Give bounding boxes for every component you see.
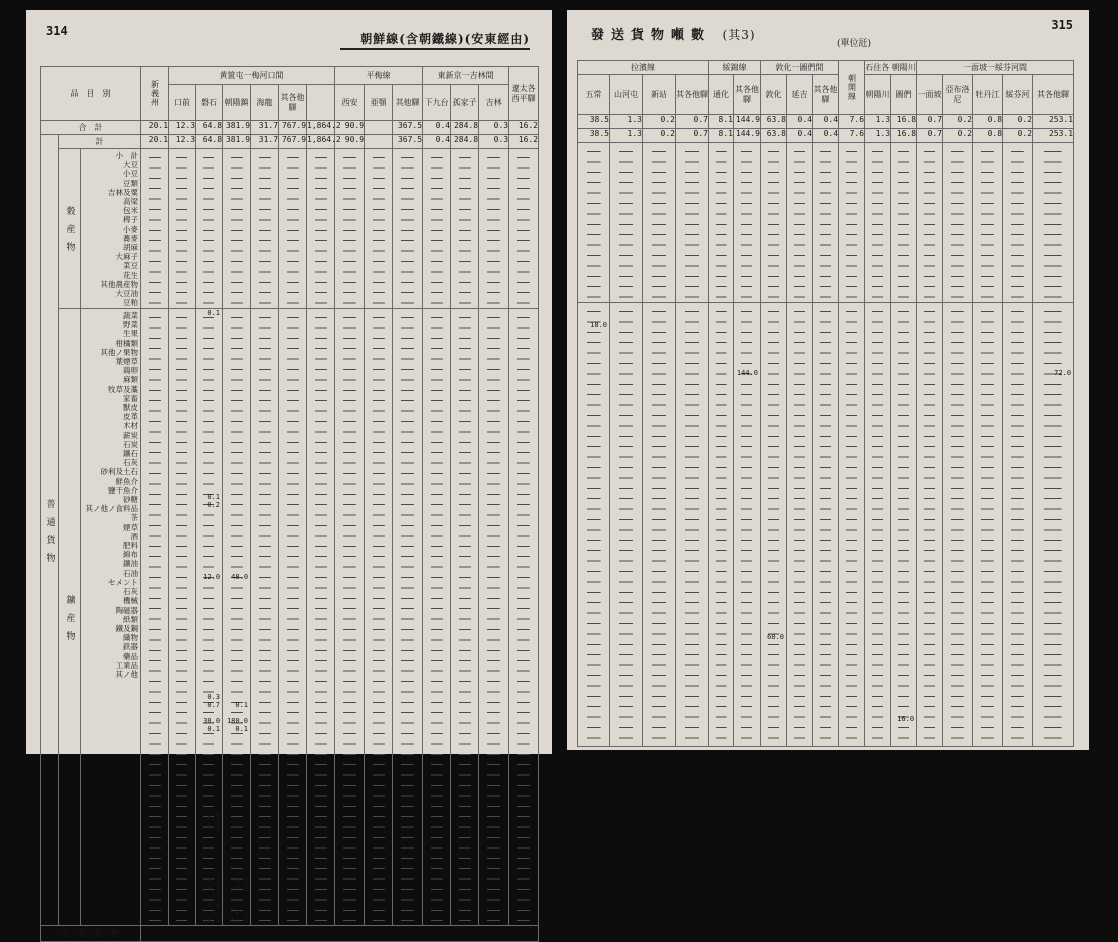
col-header-yimianpo: 一面坡 <box>917 75 943 115</box>
data-column <box>141 309 169 926</box>
data-column <box>509 309 539 926</box>
data-column <box>251 149 279 309</box>
col-header-wuchang: 五常 <box>578 75 610 115</box>
data-column <box>891 143 917 303</box>
data-column <box>610 303 643 747</box>
col-header-mudanjiang: 牡丹江 <box>973 75 1003 115</box>
subtotal-label: 計 <box>59 135 141 149</box>
data-column <box>839 303 865 747</box>
total-cell: 1.3 <box>610 115 643 129</box>
data-column <box>196 149 223 309</box>
data-column <box>1033 143 1074 303</box>
col-header-other1: 其各他驛 <box>676 75 709 115</box>
data-column <box>279 309 307 926</box>
item-list-a: 小 計 大豆 小豆 豆類 吉林及粟 高梁 包米 稗子 小麥 蕎麥 胡麻 大麻子 菜豆 花生 其他農産物 大豆油 豆粕 <box>81 149 141 309</box>
data-column <box>643 143 676 303</box>
left-page-number: 314 <box>46 24 68 38</box>
total-cell: 0.3 <box>479 121 509 135</box>
col-header-other3: 其各他驛 <box>813 75 839 115</box>
col-header-xiajiutai: 下九台 <box>423 85 451 121</box>
col-header-xinzhan: 新站 <box>643 75 676 115</box>
subtotal-cell: 64.8 <box>196 135 223 149</box>
footer-cells <box>141 926 539 942</box>
group-header-pingmei: 平梅線 <box>335 67 423 85</box>
data-column <box>141 149 169 309</box>
data-column <box>787 303 813 747</box>
data-column <box>865 143 891 303</box>
total-cell: 0.7 <box>917 115 943 129</box>
total-cell: 31.7 <box>251 121 279 135</box>
data-column <box>761 143 787 303</box>
col-header-chaoyangzhen: 朝陽鎮 <box>223 85 251 121</box>
total-cell: 0.4 <box>813 115 839 129</box>
data-column <box>509 149 539 309</box>
value: 60.0 <box>767 633 784 641</box>
value: 18.0 <box>590 321 607 329</box>
col-header-yanji: 延吉 <box>787 75 813 115</box>
subtotal-cell: 1.3 <box>865 129 891 143</box>
total-cell: 63.8 <box>761 115 787 129</box>
data-column <box>451 309 479 926</box>
total-cell: 0.7 <box>676 115 709 129</box>
section-a-row <box>578 143 1074 303</box>
data-column <box>223 149 251 309</box>
total-row <box>41 121 539 135</box>
data-column <box>393 309 423 926</box>
data-column <box>1003 143 1033 303</box>
total-cell: 0.8 <box>973 115 1003 129</box>
subtotal-cell: 90.9 <box>335 135 365 149</box>
subtotal-cell: 20.1 <box>141 135 169 149</box>
group-header-chaokai: 朝開線 <box>839 61 865 115</box>
subtotal-cell: 381.9 <box>223 135 251 149</box>
subtotal-cell: 0.4 <box>787 129 813 143</box>
group-header-yimianpo: 一面坡一綏芬河間 <box>917 61 1074 75</box>
data-column <box>479 309 509 926</box>
data-column <box>787 143 813 303</box>
col-header-shanhetun: 山河屯 <box>610 75 643 115</box>
subtotal-cell: 7.6 <box>839 129 865 143</box>
data-column-panshi: 0.1 0.1 0.2 12.0 0.3 0.7 30.0 0.1 0.5 0.2 4.7 0.2 0.4 26.9 <box>196 309 223 926</box>
group-header-labin: 拉濱線 <box>578 61 709 75</box>
col-header-yae: 亜顎 <box>365 85 393 121</box>
subtotal-cell: 0.7 <box>917 129 943 143</box>
value: 16.0 <box>897 715 915 723</box>
data-column <box>917 143 943 303</box>
subtotal-cell: 31.7 <box>251 135 279 149</box>
total-label: 合 計 <box>41 121 141 135</box>
total-cell: 0.4 <box>787 115 813 129</box>
left-page-title: 朝鮮線(含朝鐵線)(安東經由) <box>360 32 530 46</box>
subtotal-cell: 367.5 <box>393 135 423 149</box>
data-column <box>169 149 196 309</box>
right-page-title <box>591 24 756 43</box>
data-column <box>307 149 335 309</box>
col-header-yabuluoni: 亞布洛尼 <box>943 75 973 115</box>
data-column <box>365 149 393 309</box>
data-column-tumen <box>891 303 917 747</box>
subtotal-cell: 63.8 <box>761 129 787 143</box>
subsection-b-label: 鑛 産 物 <box>59 309 81 926</box>
data-column <box>610 143 643 303</box>
subtotal-cell: 1.3 <box>610 129 643 143</box>
data-column <box>943 143 973 303</box>
group-header-suijin: 綏錦線 <box>709 61 761 75</box>
data-column-other2 <box>734 303 761 747</box>
data-column <box>973 143 1003 303</box>
data-column <box>169 309 196 926</box>
subtotal-cell: 1,864.2 <box>307 135 335 149</box>
subtotal-cell: 253.1 <box>1033 129 1074 143</box>
total-cell: 253.1 <box>1033 115 1074 129</box>
col-header-suifenhe: 綏芬河 <box>1003 75 1033 115</box>
total-cell: 0.4 <box>423 121 451 135</box>
data-column <box>578 143 610 303</box>
right-page <box>567 10 1089 750</box>
subtotal-cell: 16.2 <box>509 135 539 149</box>
col-header-other2: 其他驛 <box>393 85 423 121</box>
section-a-row <box>41 149 539 309</box>
total-row <box>578 115 1074 129</box>
total-cell: 20.1 <box>141 121 169 135</box>
data-column-wuchang <box>578 303 610 747</box>
title-suffix: (其3) <box>722 28 756 42</box>
data-column <box>423 309 451 926</box>
data-column <box>1003 303 1033 747</box>
subtotal-cell: 144.9 <box>734 129 761 143</box>
col-header-kouqian: 口前 <box>169 85 196 121</box>
subtotal-cell: 0.2 <box>1003 129 1033 143</box>
left-page <box>26 10 552 938</box>
total-cell: 8.1 <box>709 115 734 129</box>
data-column <box>709 303 734 747</box>
col-header-other4: 其各他驛 <box>1033 75 1074 115</box>
col-header-panshi: 磐石 <box>196 85 223 121</box>
total-cell: 16.8 <box>891 115 917 129</box>
subsection-a-label: 穀 産 物 <box>59 149 81 309</box>
data-column <box>734 143 761 303</box>
subtotal-cell: 12.3 <box>169 135 196 149</box>
subtotal-cell: 0.2 <box>943 129 973 143</box>
total-cell: 367.5 <box>393 121 423 135</box>
col-header-tonghua: 通化 <box>709 75 734 115</box>
data-column <box>335 149 365 309</box>
section-b-row <box>578 303 1074 747</box>
data-column <box>251 309 279 926</box>
value: 72.0 <box>1054 369 1072 377</box>
col-header-gujiazi: 孤家子 <box>451 85 479 121</box>
col-header-jilin: 吉林 <box>479 85 509 121</box>
subtotal-cell: 38.5 <box>578 129 610 143</box>
total-cell: 38.5 <box>578 115 610 129</box>
col-header-other2: 其各他驛 <box>734 75 761 115</box>
col-header-other1: 其各他驛 <box>279 85 307 121</box>
section-label: 普 通 貨 物 <box>41 135 59 926</box>
data-column <box>676 303 709 747</box>
data-column <box>423 149 451 309</box>
footer-row <box>41 926 539 942</box>
total-cell: 0.2 <box>643 115 676 129</box>
col-header-blank <box>307 85 335 121</box>
data-column <box>865 303 891 747</box>
subtotal-cell: 8.1 <box>709 129 734 143</box>
data-column <box>365 309 393 926</box>
group-header-dunhua: 敦化一圖們間 <box>761 61 839 75</box>
unit-label: (單位瓩) <box>837 39 872 49</box>
group-header-dongxinjing: 東新京一吉林間 <box>423 67 509 85</box>
data-column <box>335 309 365 926</box>
col-header-chaoyangchuan: 朝陽川 <box>865 75 891 115</box>
data-column <box>676 143 709 303</box>
data-column <box>479 149 509 309</box>
subtotal-cell: 16.8 <box>891 129 917 143</box>
data-column <box>451 149 479 309</box>
subtotal-cell <box>365 135 393 149</box>
subtotal-cell: 767.9 <box>279 135 307 149</box>
col-header-xian: 西安 <box>335 85 365 121</box>
data-column <box>307 309 335 926</box>
subtotal-cell: 0.2 <box>643 129 676 143</box>
row-header: 品 目 別 <box>41 67 141 121</box>
subtotal-row <box>578 129 1074 143</box>
title-text: 發送貨物噸數 <box>591 28 712 43</box>
subtotal-cell: 0.7 <box>676 129 709 143</box>
data-column <box>813 143 839 303</box>
col-header-dunhua: 敦化 <box>761 75 787 115</box>
data-column <box>709 143 734 303</box>
col-header-xinyizhou: 新義州 <box>141 67 169 121</box>
total-cell: 767.9 <box>279 121 307 135</box>
data-column <box>839 143 865 303</box>
data-column-dunhua <box>761 303 787 747</box>
total-cell: 0.2 <box>943 115 973 129</box>
data-column <box>973 303 1003 747</box>
data-column-chaoyangzhen: 48.0 0.1 180.0 0.1 0.1 0.1 0.1 0.1 153.4 <box>223 309 251 926</box>
total-cell: 381.9 <box>223 121 251 135</box>
data-column <box>393 149 423 309</box>
left-table <box>40 66 539 942</box>
data-column <box>643 303 676 747</box>
subtotal-cell: 0.8 <box>973 129 1003 143</box>
group-header-huangxiatun: 黄篋屯一梅河口間 <box>169 67 335 85</box>
total-cell: 90.9 <box>335 121 365 135</box>
total-cell: 0.2 <box>1003 115 1033 129</box>
subtotal-cell: 0.4 <box>813 129 839 143</box>
right-page-number: 315 <box>1051 18 1073 32</box>
footer-label: 社 用 貨 物 <box>41 926 141 942</box>
group-header-liaotai: 遼太各西平驛 <box>509 67 539 121</box>
total-cell: 1.3 <box>865 115 891 129</box>
subtotal-cell: 284.8 <box>451 135 479 149</box>
col-header-tumen: 圖們 <box>891 75 917 115</box>
total-cell: 7.6 <box>839 115 865 129</box>
subtotal-cell: 0.3 <box>479 135 509 149</box>
value: 144.0 <box>736 369 758 377</box>
group-header-shizhu: 石住各 朝陽川 <box>865 61 917 75</box>
total-cell: 1,864.2 <box>307 121 335 135</box>
col-header-hailong: 海龍 <box>251 85 279 121</box>
subtotal-cell: 0.4 <box>423 135 451 149</box>
total-cell: 284.8 <box>451 121 479 135</box>
data-column-other4 <box>1033 303 1074 747</box>
total-cell: 144.9 <box>734 115 761 129</box>
data-column <box>917 303 943 747</box>
data-column <box>813 303 839 747</box>
total-cell: 64.8 <box>196 121 223 135</box>
data-column <box>279 149 307 309</box>
total-cell: 16.2 <box>509 121 539 135</box>
total-cell: 12.3 <box>169 121 196 135</box>
right-table <box>577 60 1074 747</box>
data-column <box>943 303 973 747</box>
total-cell <box>365 121 393 135</box>
section-b-row <box>41 309 539 926</box>
item-list-b: 蔬菜 野菜 生果 柑橘類 其他ノ果物 葉煙草 鶏卵 麻類 牧草及藁 家畜 獸皮 皮革 木材 薪炭 石炭 鑛石 石灰 砂利及土石 鮮魚介 鹽干魚介 砂糖 其ノ他ノ食料品 茶 煙草 酒 肥料 綿布 鑛油 石油 セメント 石灰 機械 陶磁器 紙類 鐵及鋼 織物 鉄器 藥品 工業品 其ノ他 <box>81 309 141 926</box>
subtotal-row <box>41 135 539 149</box>
